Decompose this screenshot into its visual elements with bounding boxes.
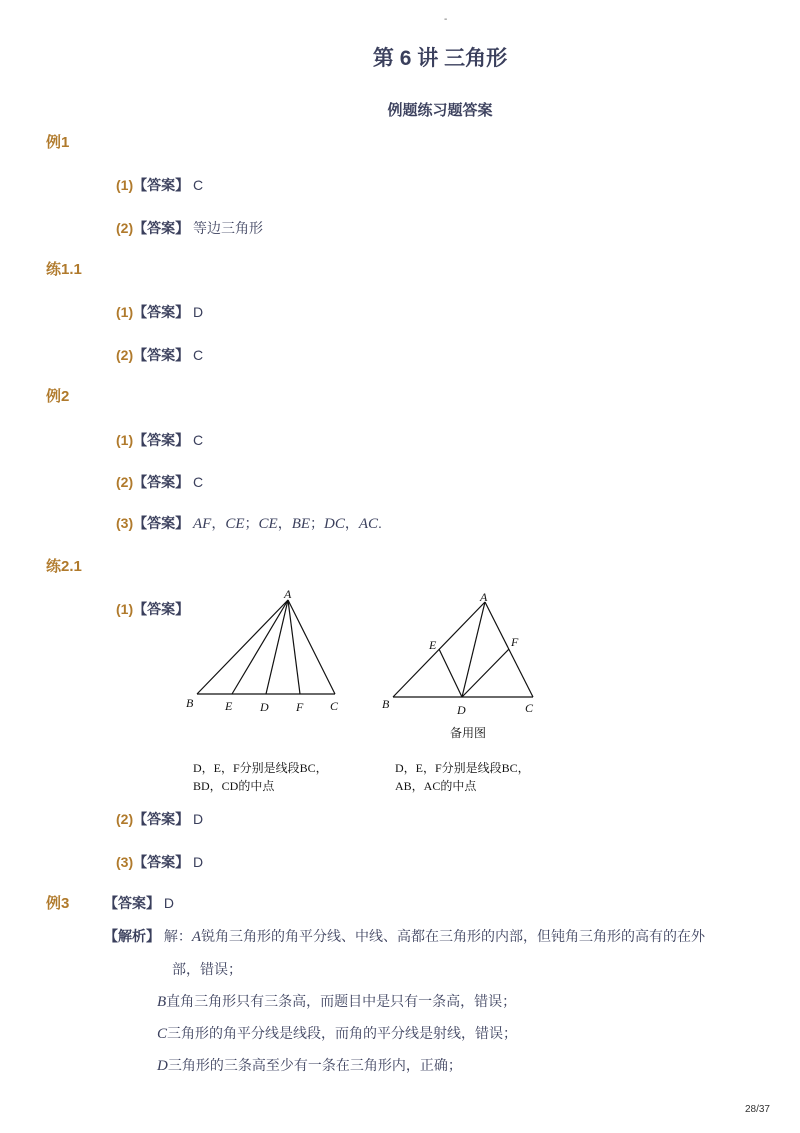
answer-label: 【答案】 [133,432,190,448]
analysis-text: 三角形的角平分线是线段，而角的平分线是射线，错误； [167,1025,518,1041]
segment-ad [266,600,288,694]
point-label-e: E [225,699,233,713]
point-label-a: A [284,587,292,601]
section-ex3-heading: 例3 [46,895,70,912]
segment-ab [197,600,288,694]
caption-line: BD，CD的中点 [193,779,275,793]
answer-row [116,345,203,365]
answer-row [116,809,203,829]
caption-line: AB，AC的中点 [395,779,477,793]
answer-row [116,852,203,872]
analysis-label: 【解析】 [104,928,160,944]
analysis-line-b [157,991,516,1011]
answer-value: D [163,895,175,911]
segment-ad [462,602,485,697]
answer-value: C [193,177,204,193]
figure-right-label: 备用图 [450,726,487,740]
segment-df [462,649,509,697]
answer-label: 【答案】 [133,515,190,531]
point-label-f: F [296,700,304,714]
figure-left-caption [193,759,328,795]
point-label-c: C [525,701,534,715]
analysis-prefix: 解： [163,928,192,944]
answer-row [104,893,174,913]
section-ex2-heading: 例2 [46,388,70,405]
segment-af [288,600,300,694]
figure-right-caption [395,759,530,795]
answer-row [116,218,263,238]
punctuation: ， [211,515,226,531]
answer-row [116,175,203,195]
option-letter: A [191,929,202,945]
answer-row [116,599,189,619]
section-pr21-heading: 练2.1 [46,558,82,575]
analysis-line-a [104,926,705,946]
answer-row [116,513,382,533]
point-label-c: C [330,699,339,713]
punctuation: . [378,515,382,531]
answer-value: D [193,304,204,320]
answer-value: 等边三角形 [193,220,264,236]
answer-label: 【答案】 [133,220,190,236]
item-number: (2) [116,220,134,236]
triangle-figure-right [375,585,550,715]
segment-name: BE [291,516,311,532]
segment-ac [288,600,335,694]
caption-line: D，E，F分别是线段BC， [395,761,530,775]
analysis-line-c [157,1023,517,1043]
analysis-line-a-cont: 部，错误； [172,961,242,977]
segment-name: AF [193,516,212,532]
segment-name: DC [324,516,345,532]
analysis-line-d [157,1055,462,1075]
answer-value: C [193,347,204,363]
analysis-text: 直角三角形只有三条高，而题目中是只有一条高，错误； [166,993,517,1009]
answer-value: C [193,432,204,448]
answer-label: 【答案】 [133,811,190,827]
point-label-d: D [457,703,466,715]
answer-label: 【答案】 [104,895,160,911]
analysis-text: 锐角三角形的角平分线、中线、高都在三角形的内部，但钝角三角形的高有的在外 [201,928,706,944]
answer-label: 【答案】 [133,854,190,870]
segment-ae [232,600,288,694]
page-title: 第 6 讲 三角形 [372,47,508,70]
item-number: (2) [116,474,134,490]
answer-value: C [193,474,204,490]
section-pr11-heading: 练1.1 [46,261,82,278]
item-number: (3) [116,854,134,870]
item-number: (1) [116,304,134,320]
segment-name: CE [258,516,278,532]
answer-row [116,430,203,450]
section-ex1-heading: 例1 [46,134,70,151]
punctuation: ； [244,515,259,531]
segment-name: AC [358,516,379,532]
option-letter: D [157,1058,168,1074]
option-letter: C [157,1026,168,1042]
answer-label: 【答案】 [133,177,190,193]
answer-value: D [193,811,204,827]
punctuation: ； [310,515,325,531]
analysis-text: 三角形的三条高至少有一条在三角形内，正确； [167,1057,462,1073]
item-number: (1) [116,432,134,448]
segment-name: CE [225,516,245,532]
point-label-b: B [382,697,390,711]
point-label-f: F [511,635,519,649]
triangle-figure-left [180,585,360,715]
answer-value: D [193,854,204,870]
point-label-d: D [260,700,269,714]
point-label-b: B [186,696,194,710]
item-number: (1) [116,601,134,617]
item-number: (2) [116,347,134,363]
item-number: (3) [116,515,134,531]
answer-label: 【答案】 [133,304,190,320]
caption-line: D，E，F分别是线段BC， [193,761,328,775]
answer-label: 【答案】 [133,347,190,363]
answer-label: 【答案】 [133,601,190,617]
segment-de [439,649,462,697]
item-number: (1) [116,177,134,193]
option-letter: B [157,994,167,1010]
point-label-e: E [429,638,437,652]
page-number: 28/37 [744,1104,770,1115]
header-dot: - [444,14,448,25]
answer-label: 【答案】 [133,474,190,490]
answer-row [116,302,203,322]
item-number: (2) [116,811,134,827]
answer-row [116,472,203,492]
punctuation: ， [277,515,292,531]
point-label-a: A [480,590,488,604]
page-subtitle: 例题练习题答案 [387,102,493,119]
punctuation: ， [344,515,359,531]
